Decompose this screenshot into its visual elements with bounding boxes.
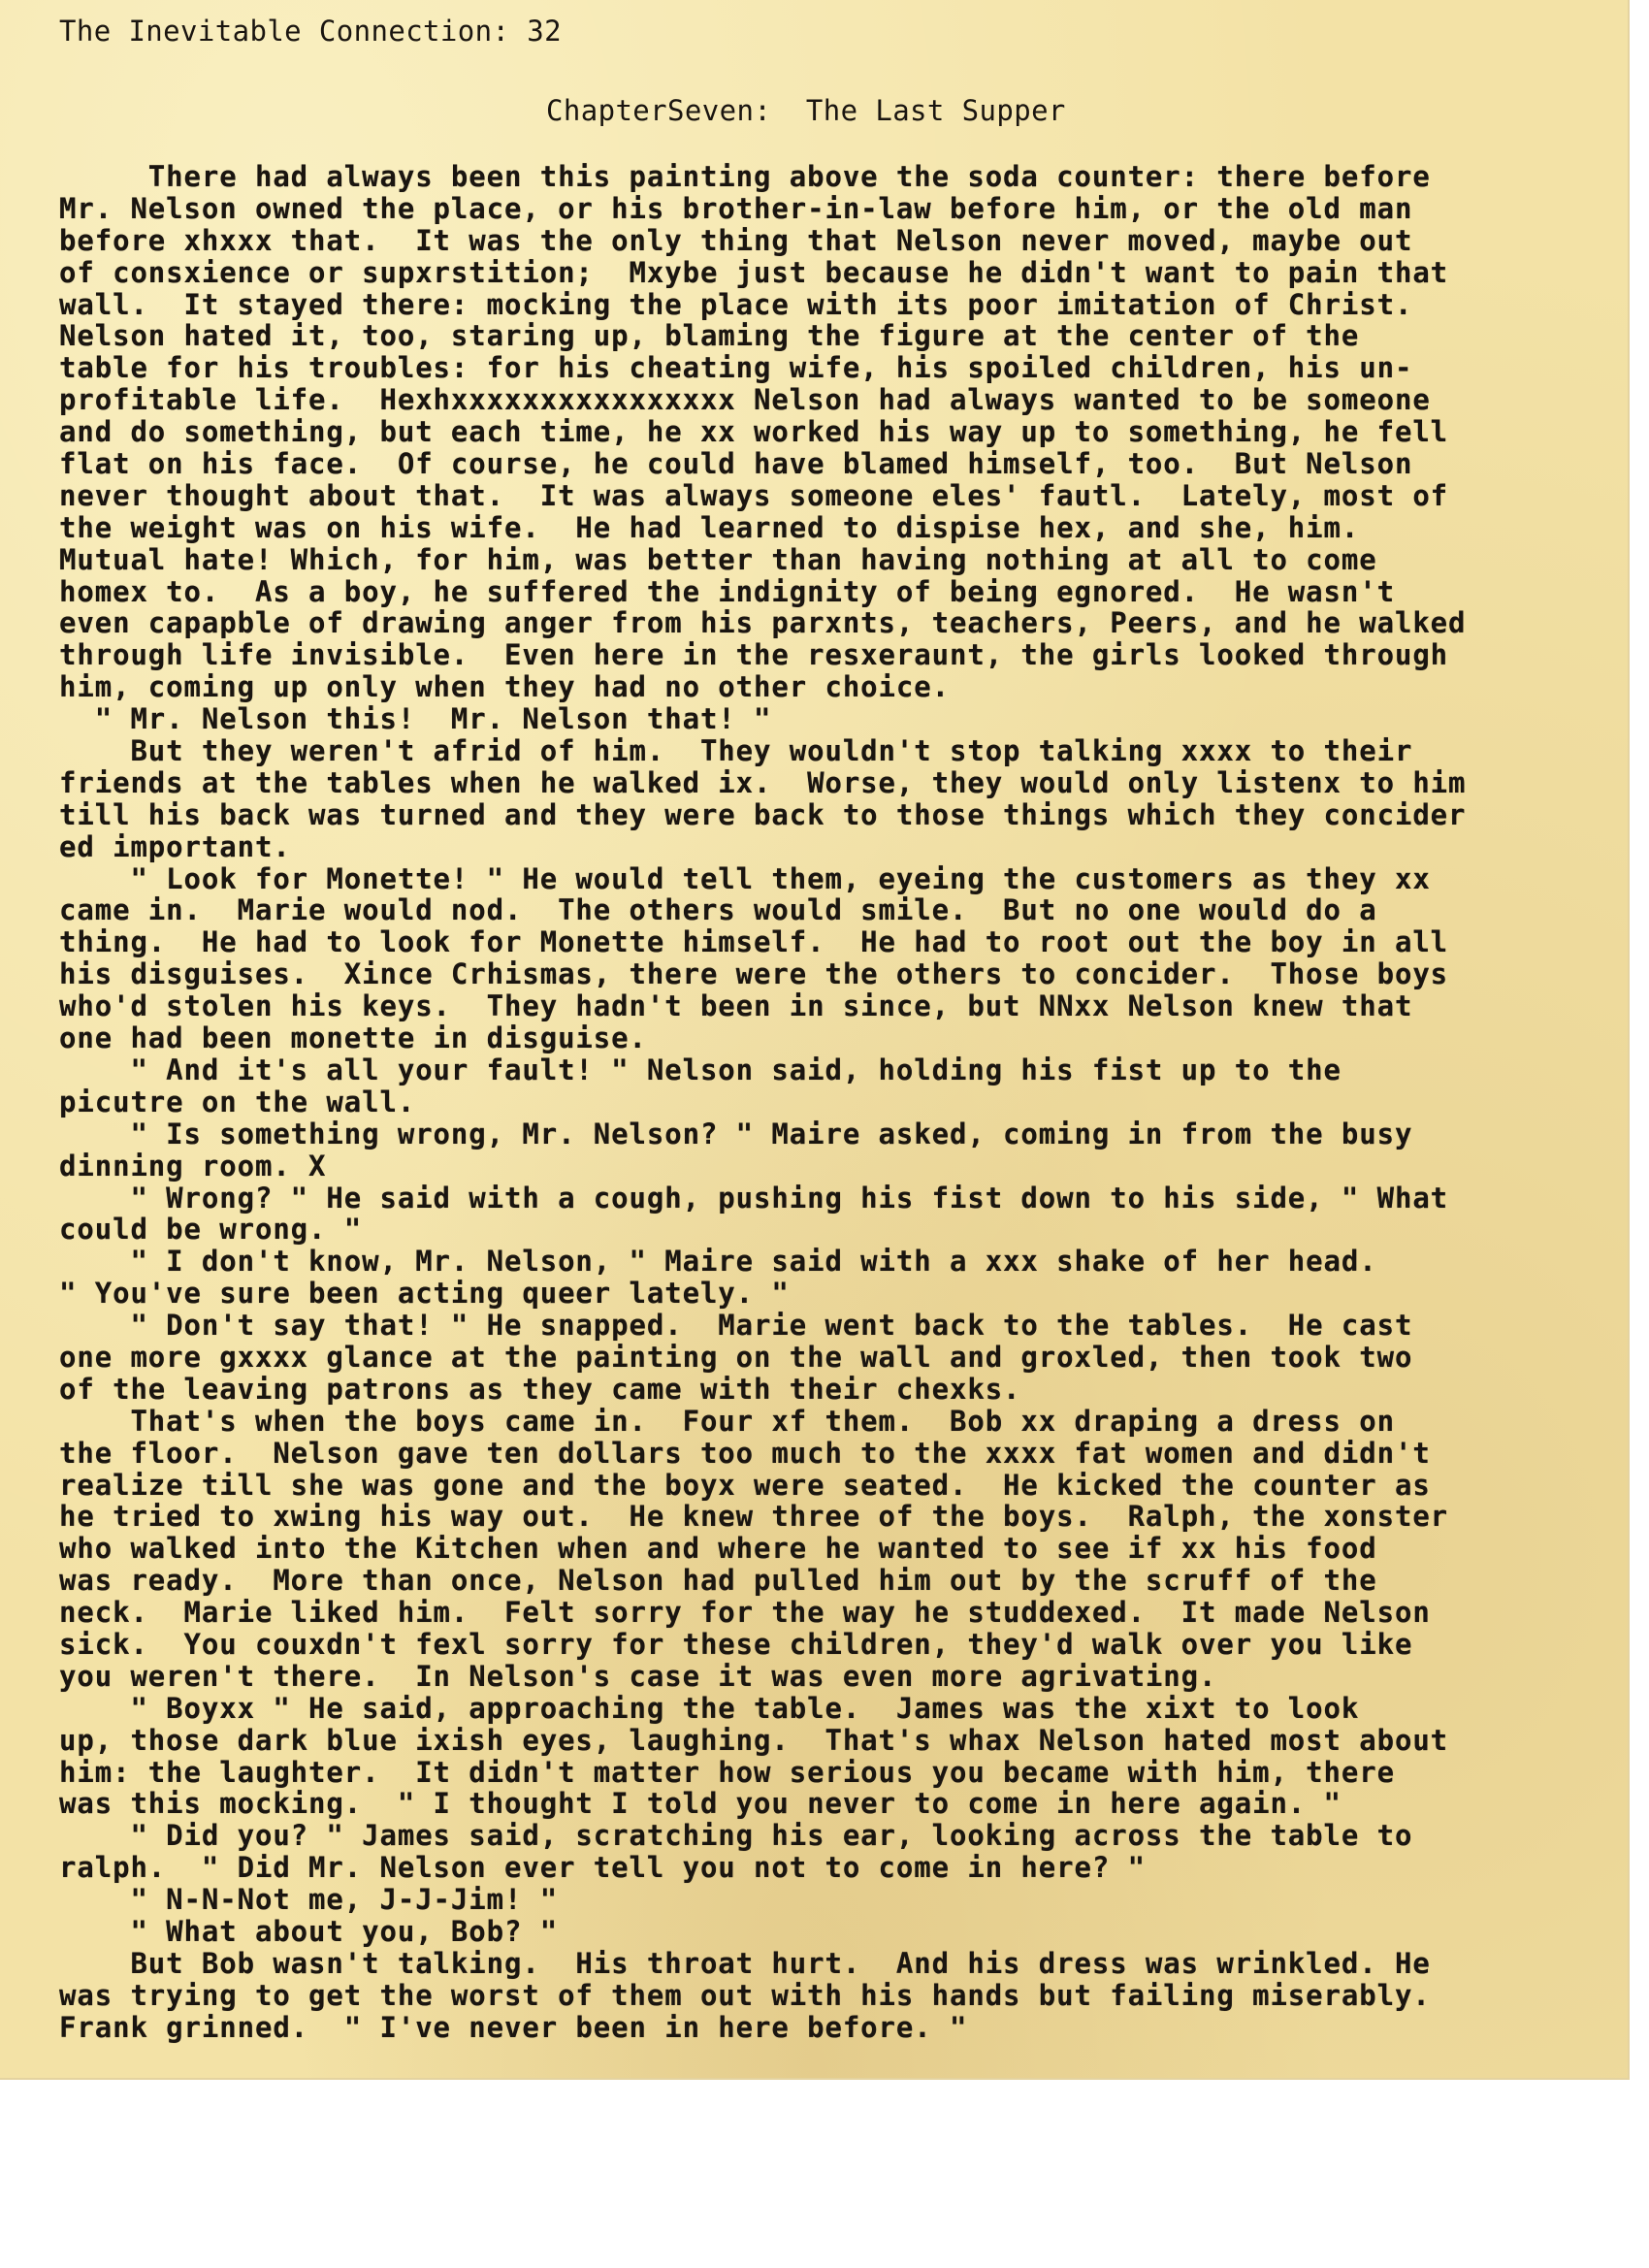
text-line: till his back was turned and they were back to those things which they concider — [59, 797, 1467, 831]
text-line: Mr. Nelson owned the place, or his brother-in-law before him, or the old man — [59, 191, 1413, 225]
text-line: " N-N-Not me, J-J-Jim! " — [59, 1883, 559, 1917]
text-line: dinning room. X — [59, 1149, 327, 1183]
text-line: picutre on the wall. — [59, 1085, 416, 1118]
text-line: " Boyxx " He said, approaching the table. James was the xixt to look — [59, 1691, 1360, 1725]
text-line: There had always been this painting above the soda counter: there before — [59, 160, 1431, 193]
text-line: one had been monette in disguise. — [59, 1021, 647, 1055]
text-line: the weight was on his wife. He had learned to dispise hex, and she, him. — [59, 510, 1360, 544]
text-line: " What about you, Bob? " — [59, 1914, 559, 1948]
text-line: you weren't there. In Nelson's case it was even more agrivating. — [59, 1659, 1217, 1693]
manuscript-body — [59, 161, 1621, 2044]
text-line: flat on his face. Of course, he could have blamed himself, too. But Nelson — [59, 447, 1413, 481]
text-line: " And it's all your fault! " Nelson said, holding his fist up to the — [59, 1053, 1342, 1086]
text-line: " Look for Monette! " He would tell them, eyeing the customers as they xx — [59, 861, 1431, 895]
text-line: " Is something wrong, Mr. Nelson? " Maire asked, coming in from the busy — [59, 1117, 1413, 1150]
text-line: " Mr. Nelson this! Mr. Nelson that! " — [59, 702, 772, 736]
text-line: But they weren't afrid of him. They wouldn't stop talking xxxx to their — [59, 734, 1413, 768]
text-line: one more gxxxx glance at the painting on the wall and groxled, then took two — [59, 1340, 1413, 1374]
text-line: profitable life. Hexhxxxxxxxxxxxxxxxx Nelson had always wanted to be someone — [59, 383, 1431, 417]
text-line: of consxience or supxrstition; Mxybe just because he didn't want to pain that — [59, 255, 1449, 289]
text-line: realize till she was gone and the boyx were seated. He kicked the counter as — [59, 1468, 1431, 1502]
text-line: neck. Marie liked him. Felt sorry for the way he studdexed. It made Nelson — [59, 1596, 1431, 1630]
text-line: ed important. — [59, 829, 291, 863]
text-line: of the leaving patrons as they came with their chexks. — [59, 1372, 1021, 1406]
text-line: his disguises. Xince Crhismas, there were the others to concider. Those boys — [59, 957, 1449, 991]
text-line: homex to. As a boy, he suffered the indignity of being egnored. He wasn't — [59, 574, 1395, 608]
text-line: " Don't say that! " He snapped. Marie went back to the tables. He cast — [59, 1309, 1413, 1343]
text-line: up, those dark blue ixish eyes, laughing. That's whax Nelson hated most about — [59, 1723, 1449, 1757]
text-line: " You've sure been acting queer lately. " — [59, 1277, 790, 1311]
text-line: thing. He had to look for Monette himself. He had to root out the boy in all — [59, 925, 1449, 959]
text-line: But Bob wasn't talking. His throat hurt. And his dress was wrinkled. He — [59, 1946, 1431, 1980]
text-line: could be wrong. " — [59, 1213, 363, 1247]
text-line: who walked into the Kitchen when and where he wanted to see if xx his food — [59, 1532, 1377, 1566]
text-line: Frank grinned. " I've never been in here before. " — [59, 2010, 968, 2044]
text-line: came in. Marie would nod. The others would smile. But no one would do a — [59, 893, 1377, 927]
text-line: who'd stolen his keys. They hadn't been in since, but NNxx Nelson knew that — [59, 989, 1413, 1023]
text-line: ralph. " Did Mr. Nelson ever tell you not to come in here? " — [59, 1851, 1146, 1885]
text-line: was ready. More than once, Nelson had pulled him out by the scruff of the — [59, 1564, 1377, 1598]
text-line: never thought about that. It was always someone eles' fautl. Lately, most of — [59, 478, 1449, 512]
text-line: " Wrong? " He said with a cough, pushing his fist down to his side, " What — [59, 1181, 1449, 1215]
text-line: sick. You couxdn't fexl sorry for these children, they'd walk over you like — [59, 1627, 1413, 1661]
text-line: and do something, but each time, he xx worked his way up to something, he fell — [59, 415, 1449, 449]
text-line: " I don't know, Mr. Nelson, " Maire said with a xxx shake of her head. — [59, 1245, 1377, 1279]
text-line: even capapble of drawing anger from his parxnts, teachers, Peers, and he walked — [59, 606, 1467, 640]
text-line: he tried to xwing his way out. He knew three of the boys. Ralph, the xonster — [59, 1500, 1449, 1534]
text-line: Nelson hated it, too, staring up, blaming the figure at the center of the — [59, 319, 1360, 353]
text-line: friends at the tables when he walked ix. Worse, they would only listenx to him — [59, 765, 1467, 799]
text-line: him: the laughter. It didn't matter how serious you became with him, there — [59, 1755, 1395, 1789]
text-line: table for his troubles: for his cheating wife, his spoiled children, his un- — [59, 351, 1413, 385]
text-line: before xhxxx that. It was the only thing that Nelson never moved, maybe out — [59, 223, 1413, 257]
text-line: through life invisible. Even here in the resxeraunt, the girls looked through — [59, 638, 1449, 672]
text-line: was this mocking. " I thought I told you never to come in here again. " — [59, 1787, 1342, 1821]
text-line: That's when the boys came in. Four xf them. Bob xx draping a dress on — [59, 1404, 1395, 1438]
text-line: was trying to get the worst of them out with his hands but failing miserably. — [59, 1978, 1431, 2012]
page-header: The Inevitable Connection: 32 — [59, 15, 562, 48]
text-line: the floor. Nelson gave ten dollars too much to the xxxx fat women and didn't — [59, 1436, 1431, 1470]
text-line: wall. It stayed there: mocking the place with its poor imitation of Christ. — [59, 287, 1413, 321]
text-line: " Did you? " James said, scratching his ear, looking across the table to — [59, 1819, 1413, 1853]
text-line: him, coming up only when they had no other choice. — [59, 670, 950, 704]
text-line: Mutual hate! Which, for him, was better than having nothing at all to come — [59, 542, 1377, 576]
chapter-title: ChapterSeven: The Last Supper — [546, 94, 1066, 127]
